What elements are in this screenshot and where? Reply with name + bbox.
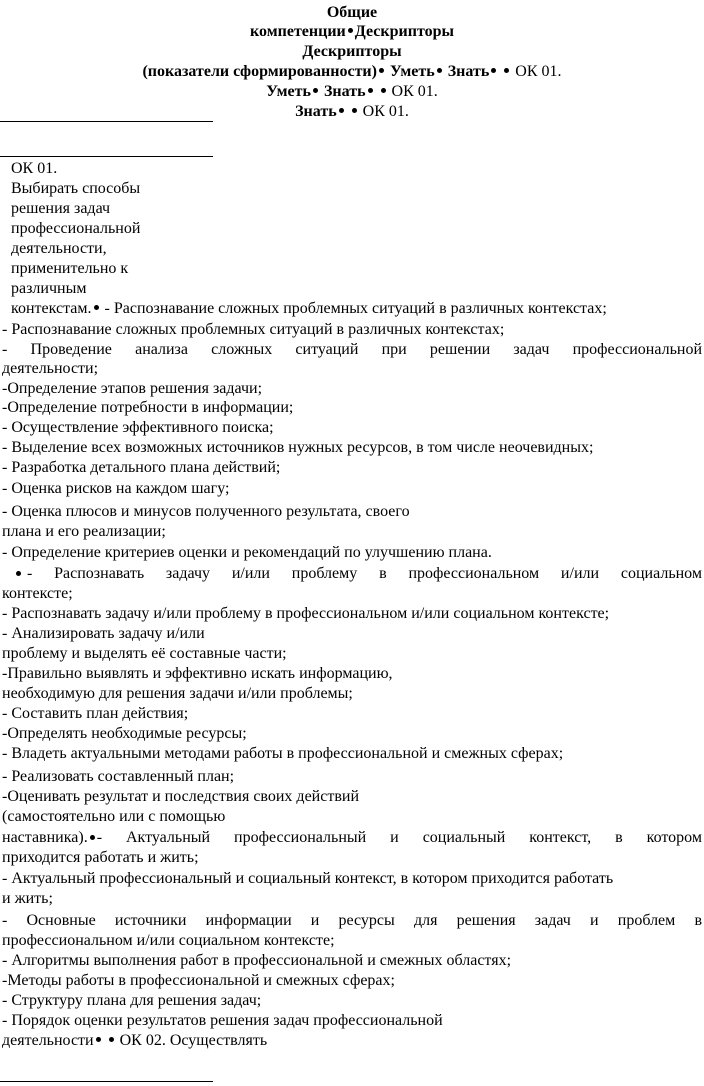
bullet-icon (348, 28, 353, 33)
descriptor-line: деятельности ОК 02. Осуществлять (2, 1032, 268, 1049)
bullet-icon (491, 68, 496, 73)
descriptor-line: - Оценка рисков на каждом шагу; (2, 480, 230, 497)
descriptor-line: -Правильно выявлять и эффективно искать информацию, (2, 665, 393, 682)
header-line-5: Уметь Знать ОК 01. (266, 83, 438, 100)
bullet-icon (90, 835, 95, 840)
descriptor-line: -Определение этапов решения задачи; (2, 380, 263, 397)
header-line-3: Дескрипторы (302, 43, 402, 60)
descriptor-line: - Распознавать задачу и/или проблему в профессиональном и/или социальном контексте; (2, 605, 610, 622)
separator-line (0, 121, 213, 122)
competence-text: деятельности, (11, 240, 107, 257)
bullet-icon (352, 108, 357, 113)
bullet-icon (379, 68, 384, 73)
descriptor-line: контекстам. - Распознавание сложных проблемных ситуаций в различных контекстах; (11, 300, 607, 317)
separator-line (0, 1081, 213, 1082)
bullet-icon (504, 68, 509, 73)
descriptor-line: - Разработка детального плана действий; (2, 459, 281, 476)
descriptor-line: (самостоятельно или с помощью (2, 808, 226, 825)
descriptor-line: - Осуществление эффективного поиска; (2, 419, 274, 436)
bullet-icon (381, 88, 386, 93)
bullet-icon (16, 571, 21, 576)
descriptor-line: деятельности; (2, 360, 99, 377)
descriptor-line: - Порядок оценки результатов решения задач профессиональной (2, 1012, 443, 1029)
header-line-1: Общие (326, 4, 378, 21)
descriptor-line: -Оценивать результат и последствия своих действий (2, 788, 360, 805)
competence-text: различным (11, 280, 87, 297)
competence-text: ОК 01. (11, 160, 58, 177)
header-line-6: Знать ОК 01. (295, 103, 409, 120)
competence-text: решения задач (11, 200, 111, 217)
descriptor-line: - Определение критериев оценки и рекомендаций по улучшению плана. (2, 544, 492, 561)
descriptor-line: - Оценка плюсов и минусов полученного результата, своего (2, 503, 410, 520)
bullet-icon (94, 305, 99, 310)
bullet-icon (339, 108, 344, 113)
descriptor-line: -Методы работы в профессиональной и смежных сферах; (2, 972, 395, 989)
bullet-icon (109, 1037, 114, 1042)
descriptor-line: проблему и выделять её составные части; (2, 645, 287, 662)
bullet-icon (313, 88, 318, 93)
descriptor-line: - Выделение всех возможных источников нужных ресурсов, в том числе неочевидных; (2, 439, 594, 456)
bullet-icon (368, 88, 373, 93)
descriptor-line: - Владеть актуальными методами работы в профессиональной и смежных сферах; (2, 745, 564, 762)
competence-text: профессиональной (11, 220, 141, 237)
competence-text: применительно к (11, 260, 129, 277)
descriptor-line: -Определять необходимые ресурсы; (2, 725, 247, 742)
descriptor-line: и жить; (2, 890, 53, 907)
bullet-icon (96, 1037, 101, 1042)
descriptor-line: -Определение потребности в информации; (2, 399, 294, 416)
descriptor-line: приходится работать и жить; (2, 849, 199, 866)
descriptor-line: наставника). - Актуальный профессиональный и социальный контекст, в котором (2, 829, 702, 846)
competence-text: Выбирать способы (11, 180, 141, 197)
descriptor-line: необходимую для решения задачи и/или проблемы; (2, 685, 353, 702)
descriptor-line: - Структуру плана для решения задач; (2, 992, 262, 1009)
descriptor-line: - Составить план действия; (2, 705, 189, 722)
header-line-4: (показатели сформированности) Уметь Знать ОК 01. (142, 63, 562, 80)
descriptor-line: - Актуальный профессиональный и социальный контекст, в котором приходится работать (2, 870, 614, 887)
descriptor-line: плана и его реализации; (2, 523, 166, 540)
descriptor-line: - Распознавать задачу и/или проблему в профессиональном и/или социальном (14, 564, 702, 583)
descriptor-line: - Анализировать задачу и/или (2, 625, 205, 642)
descriptor-line: - Реализовать составленный план; (2, 768, 235, 785)
separator-line (0, 156, 213, 157)
descriptor-line: - Алгоритмы выполнения работ в профессиональной и смежных областях; (2, 952, 512, 969)
descriptor-line: - Проведение анализа сложных ситуаций при решении задач профессиональной (2, 341, 702, 358)
bullet-icon (437, 68, 442, 73)
descriptor-line: - Распознавание сложных проблемных ситуаций в различных контекстах; (2, 321, 505, 338)
descriptor-line: профессиональном и/или социальном контексте; (2, 932, 335, 949)
header-line-2: компетенции Дескрипторы (250, 23, 454, 40)
descriptor-line: контексте; (2, 585, 73, 602)
descriptor-line: - Основные источники информации и ресурсы для решения задач и проблем в (2, 912, 702, 929)
